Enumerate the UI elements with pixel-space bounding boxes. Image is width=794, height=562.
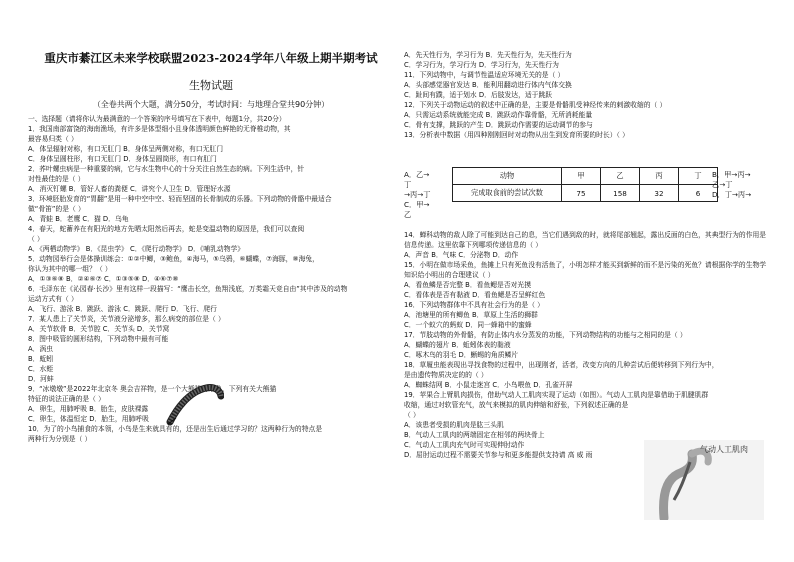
question-line: 16．下列动物群体中不具有社会行为的是（ ） [404, 301, 544, 309]
question-line: 12．下列关于动物运动的叙述中正确的是，主要是骨骼肌受神经传来的刺激收缩的（ ） [404, 101, 667, 109]
question-line: 1．我国南部富饶的海南渔场，有许多是体型细小且身体透明颜色鲜艳的无脊椎动物，其 [28, 125, 291, 133]
right-questions-bottom [404, 230, 790, 460]
subject-title: 生物试题 [189, 79, 233, 92]
question-line: 8．图中吸管的圆形结构，下列动物中最有可能 [28, 335, 169, 343]
question-line: 18．草履虫能表现出寻找食物的过程中，出现刚者，活者，改变方向的几种尝试后便转移到下列行为中， [404, 361, 719, 369]
question-line: 10．为了的小鸟捕食的本领，小鸟是生来就具有的，还是出生后通过学习的？这两种行为的特点是 [28, 425, 323, 433]
table-row [453, 185, 718, 202]
table-header-cell: 动物 [453, 168, 562, 185]
question-line: A．只需运动系统就能完成 B．跳跃动作靠骨骼，无所消耗能量 [404, 111, 593, 119]
table-cell: 6 [679, 185, 718, 202]
question-line: （ ） [404, 411, 420, 419]
question-line: A．青蛙 B．老鹰 C．猫 D．乌龟 [28, 215, 129, 223]
question-line: C．学习行为，学习行为 D．学习行为，先天性行为 [404, 61, 559, 69]
question-line: A．涡虫 [28, 345, 54, 353]
question-line: 3．环境胚胎发育的“胃翻”是用一种中空中空、轻而坚固的长骨制成的乐器。下列动物的骨骼中最适合 [28, 195, 332, 203]
question-line: C．水蛭 [28, 365, 54, 373]
table-header-cell: 丙 [640, 168, 679, 185]
question-line: 5．动物园举行会是体操训练会：①②中鲫，③鲍鱼，④海马，⑤乌鸦，⑥蝴蝶，⑦海豚，⑧海兔， [28, 255, 319, 263]
question-line: 信息传递。这里依靠下列哪项传递信息的（ ） [404, 241, 543, 249]
question-line: D．屈肘运动过程不需要关节参与和更多能提供支持请 高 威 雨 [404, 451, 593, 459]
table-cell: 32 [640, 185, 679, 202]
exam-title: 重庆市綦江区未来学校联盟2023-2024学年八年级上期半期考试 [44, 51, 378, 65]
table-header-cell: 乙 [601, 168, 640, 185]
question-line: （ ） [28, 235, 44, 243]
question-line: 两种行为分别是（ ） [28, 435, 92, 443]
question-line: C．看体表是否有黏液 D．看鱼鳃是否呈鲜红色 [404, 291, 546, 299]
order-option: 乙 [404, 210, 412, 219]
question-line: C．身体呈圆柱形，有口无肛门 D．身体呈圆筒形，有口有肛门 [28, 155, 217, 163]
arm-label: 气动人工肌肉 [700, 445, 748, 454]
question-line: 17．节肢动物的外骨骼，有防止体内水分蒸发的功能，下列动物结构的功能与之相同的是（ ） [404, 331, 687, 339]
question-line: A．该患者受损的肌肉是肱三头肌 [404, 421, 504, 429]
question-line: 6．毛泽东在《沁园春·长沙》里有这样一段描写：“鹰击长空，鱼翔浅底，万类霜天竞自由”其中涉及的动物 [28, 285, 348, 293]
table-header-row [453, 168, 718, 185]
question-line: 14．蝉科动物的敌人除了可能到达自己的息，当它们遇到敌的时，就将尾部翘起，露出反面的白色，其典型行为的作用是 [404, 231, 767, 239]
question-line: 一、选择题（请将你认为最满意的一个答案的序号填写在下表中，每题1分，共20分） [28, 115, 286, 123]
question-line: 特征的说法正确的是（ ） [28, 395, 105, 403]
order-option: 乙→丁 [712, 180, 733, 189]
question-line: A．蝴蝶的翅片 B．蚯蚓体表的黏液 [404, 341, 511, 349]
question-line: C．卵生，体温恒定 D．胎生，用肺呼吸 [28, 415, 149, 423]
order-option: C．甲→ [404, 200, 430, 209]
table-cell: 75 [562, 185, 601, 202]
question-line: 9．“冰墩墩”是2022年北京冬 奥会吉祥物，是一个大熊猫的形象，下列有关大熊猫 [28, 385, 277, 393]
question-line: 11．下列动物中，与调节性温适应环境无关的是（ ） [404, 71, 565, 79]
table-cell: 158 [601, 185, 640, 202]
question-line: 最容易归类（ ） [28, 135, 78, 143]
order-option: D．丁→丙→ [712, 190, 752, 199]
question-line: A．体呈辐射对称，有口无肛门 B．身体呈两侧对称，有口无肛门 [28, 145, 223, 153]
exam-note: （全卷共两个大题，满分50分，考试时间：与地理合堂共90分钟） [92, 100, 330, 109]
question-line: D．河蚌 [28, 375, 54, 383]
order-options-left [404, 170, 430, 220]
question-line: A．《两栖动物学》 B．《昆虫学》 C．《爬行动物学》 D．《哺乳动物学》 [28, 245, 245, 253]
question-line: A．消灭钉螺 B．管好人畜的粪便 C．讲究个人卫生 D．管理好水源 [28, 185, 231, 193]
order-option: 丁 [404, 180, 412, 189]
table-header-cell: 丁 [679, 168, 718, 185]
question-line: 你认为其中的哪一组？（ ） [28, 265, 112, 273]
question-line: A．①③⑥⑧ B．②④⑥⑦ C．①③⑤⑧ D．④⑥⑦⑧ [28, 275, 179, 283]
question-line: A．卵生，用肺呼吸 B．胎生，皮肤裸露 [28, 405, 149, 413]
question-line: A．飞行、游泳 B．跳跃、游泳 C．跳跃、爬行 D．飞行、爬行 [28, 305, 217, 313]
question-line: 15．小明在做市场采鱼，鱼摊上只有死鱼没有活鱼了，小明怎样才能买到新鲜的而不是污染的死鱼？请根据你学的生物学 [404, 261, 767, 269]
question-line: C．气动人工肌肉充气时可实现伸肘动作 [404, 441, 525, 449]
question-line: 4．春天，蛇蓄养在有阳光的地方先晒太阳然后再去，蛇是变温动物的原因是，我们可以查阅 [28, 225, 305, 233]
order-option: A．乙→ [404, 170, 430, 179]
question-line: B．气动人工肌肉的两端固定在相邻的两块骨上 [404, 431, 545, 439]
question-line: 19．苹果合上臂肌肉损伤，借助气动人工肌肉实现了运动（如图）。气动人工肌肉是靠借助于肌腱肌群 [404, 391, 709, 399]
order-options-right [712, 170, 751, 200]
question-line: C．一个蚁穴的蚂蚁 D．同一蜂箱中的蜜蜂 [404, 321, 532, 329]
question-line: A．关节软骨 B．关节腔 C．关节头 D．关节窝 [28, 325, 170, 333]
question-line: 做“骨笛”的是（ ） [28, 205, 85, 213]
question-line: 运动方式有（ ） [28, 295, 78, 303]
order-option: →丙→丁 [404, 190, 431, 199]
question-line: A．看鱼鳞是否完整 B．看鱼鳃是否对光摸 [404, 281, 532, 289]
question-line: 收缩，通过对软管充气，放气来模拟的肌肉伸缩和舒张，下列叙述正确的是 [404, 401, 629, 409]
question-line: A．声音 B．气味 C．分泌物 D．动作 [404, 251, 519, 259]
arm-figure [644, 440, 764, 520]
experiment-table-wrap [452, 167, 718, 202]
question-line: C．啄木鸟的羽毛 D．蜥蜴的角质鳞片 [404, 351, 519, 359]
table-header-cell: 甲 [562, 168, 601, 185]
question-line: A．头部感觉器官发达 B．能利用翻动进行体内气体交换 [404, 81, 572, 89]
question-line: C．骨有支撑，跳跃的产生 D．跳跃动作需要的运动调节的参与 [404, 121, 593, 129]
question-line: 13．分析表中数据（用四种刚刚回时对动物从出生到发育所要的时长）（ ） [404, 131, 629, 139]
experiment-table [452, 167, 718, 202]
question-line: 是由遗传物质决定的的（ ） [404, 371, 488, 379]
question-line: 7．某人患上了关节炎，关节液分泌增多，那么病变的部位是（ ） [28, 315, 225, 323]
question-line: C．趾间有蹼，适于划水 D．后肢发达，适于跳跃 [404, 91, 553, 99]
question-line: 对性最佳的是（ ） [28, 175, 85, 183]
question-line: A．蜘蛛结网 B．小鼠走迷宫 C．小鸟喂鱼 D．孔雀开屏 [404, 381, 573, 389]
question-line: A．先天性行为，学习行为 B．先天性行为，先天性行为 [404, 51, 572, 59]
table-row-label: 完成取食前的尝试次数 [453, 185, 562, 202]
question-line: 知识给小明出的合理建议（ ） [404, 271, 495, 279]
order-option: B．甲→丙→ [712, 170, 751, 179]
question-line: B．蚯蚓 [28, 355, 54, 363]
right-questions-top [404, 50, 790, 140]
question-line: A．池塘里的所有鲫鱼 B．草原上生活的狮群 [404, 311, 538, 319]
tube-figure [166, 380, 224, 426]
question-line: 2．荞叶螺虫病是一种重要的病，它与水生物中心的十分关注自然生态的病。下列生活中，针 [28, 165, 305, 173]
